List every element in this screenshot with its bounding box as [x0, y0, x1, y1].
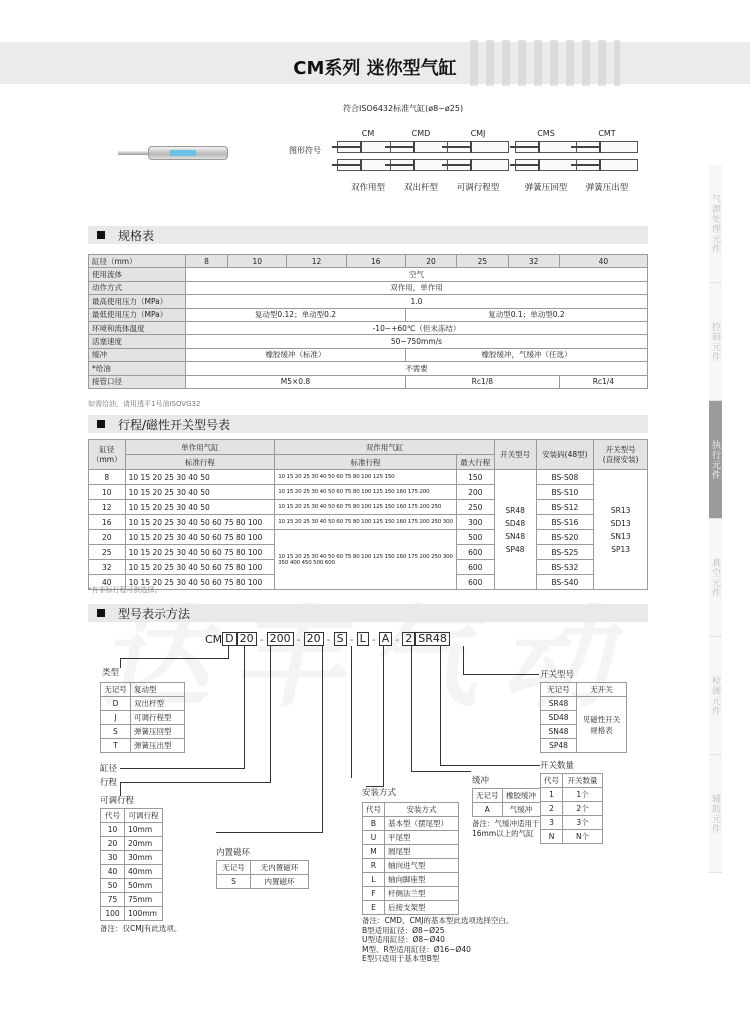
- table-row: 16 10 15 20 25 30 40 50 60 75 80 100 10 15 20 25 30 40 50 60 75 80 100 125 150 160 175 200 250 300 300 BS-S16: [89, 515, 648, 530]
- table-row: D 双出杆型: [101, 697, 185, 711]
- table-row: 3 3个: [541, 816, 603, 830]
- table-row: 代号 开关数量: [541, 774, 603, 788]
- table-row: S 弹簧压回型: [101, 725, 185, 739]
- cushion-note: 备注：气缓冲适用于 16mm以上的气缸: [472, 819, 540, 838]
- table-row: 50 50mm: [101, 879, 163, 893]
- table-row: 1 1个: [541, 788, 603, 802]
- table-row: M 圆尾型: [363, 845, 459, 859]
- adjustable-stroke-table: [100, 808, 163, 921]
- table-row: F 杆侧法兰型: [363, 887, 459, 901]
- stroke-table: [88, 439, 648, 590]
- side-tab-detection[interactable]: 检测元件: [709, 637, 722, 755]
- table-row: 动作方式 双作用，单作用: [89, 281, 648, 294]
- type-label: 类型: [102, 668, 120, 678]
- side-tab-auxiliary[interactable]: 辅助元件: [709, 755, 722, 873]
- type-table: [100, 682, 185, 753]
- table-row: 代号 可调行程: [101, 809, 163, 823]
- symbol-icon: [447, 141, 509, 153]
- symbol-cm: CM 双作用型: [336, 129, 400, 193]
- table-row: 最高使用压力（MPa） 1.0: [89, 295, 648, 308]
- merged-stroke-line2: 350 400 450 500 600: [278, 559, 335, 566]
- table-row: 无记号 无内置磁环: [217, 861, 309, 875]
- symbol-icon: [576, 141, 638, 153]
- side-tab-air-treatment[interactable]: 气源处理元件: [709, 165, 722, 283]
- table-row: 100 100mm: [101, 907, 163, 921]
- switch-model-table: [540, 682, 627, 753]
- cylinder-product-image: [118, 142, 238, 164]
- table-row: 无记号 无开关: [541, 683, 627, 697]
- symbol-cmd: CMD 双出杆型: [389, 129, 453, 193]
- table-row: SR48 见磁性开关 规格表: [541, 697, 627, 711]
- table-row: 30 30mm: [101, 851, 163, 865]
- model-code: CM D 20 - 200 - 20 - S - L - A - 2 SR48: [205, 632, 450, 646]
- table-row: SN48: [541, 725, 627, 739]
- symbol-cmt: CMT 弹簧压出型: [575, 129, 639, 193]
- mount-table: [362, 802, 459, 915]
- table-row: 75 75mm: [101, 893, 163, 907]
- switch-model-label: 开关型号: [540, 670, 575, 680]
- spec-section-header: 规格表: [88, 226, 648, 244]
- table-row: E 后接支架型: [363, 901, 459, 915]
- table-row: N N个: [541, 830, 603, 844]
- stroke-note: *有非标行程可供选择。: [88, 586, 162, 594]
- table-row: 最低使用压力（MPa） 复动型0.12；单动型0.2 复动型0.1；单动型0.2: [89, 308, 648, 321]
- symbol-cmj: CMJ 可调行程型: [446, 129, 510, 193]
- cushion-label: 缓冲: [472, 776, 490, 786]
- side-tab-control[interactable]: 控制元件: [709, 283, 722, 401]
- table-row: 12 10 15 20 25 30 40 50 10 15 20 25 30 40 50 60 75 80 100 125 150 160 175 200 250 250 BS-S12: [89, 500, 648, 515]
- switch-qty-table: [540, 773, 603, 844]
- table-row: A 气缓冲: [473, 803, 541, 817]
- iso-note: 符合ISO6432标准气缸(ø8~ø25): [343, 104, 464, 113]
- table-row: B 基本型（摆尾型）: [363, 817, 459, 831]
- table-row: L 轴向脚座型: [363, 873, 459, 887]
- stroke-label: 行程: [100, 778, 118, 788]
- magnet-table: [216, 860, 309, 889]
- table-row: 使用流体 空气: [89, 268, 648, 281]
- table-row: 20 10 15 20 25 30 40 50 60 75 80 100 10 15 20 25 30 40 50 60 75 80 100 125 150 160 175 200 250 300 350 400 450 500 600 500 BS-S20: [89, 530, 648, 545]
- table-row: 无记号 复动型: [101, 683, 185, 697]
- table-row: 活塞速度 50~750mm/s: [89, 335, 648, 348]
- table-row: J 可调行程型: [101, 711, 185, 725]
- category-sidebar: [709, 165, 750, 873]
- side-tab-actuator[interactable]: 执行元件: [709, 401, 722, 519]
- table-row: R 轴向进气型: [363, 859, 459, 873]
- symbol-cms: CMS 弹簧压回型: [514, 129, 578, 193]
- cushion-table: [472, 788, 541, 817]
- table-row: 缸径（mm） 8 10 12 16 20 25 32 40: [89, 255, 648, 268]
- spec-note: 如需给油，请用透平1号油ISOVG32: [88, 400, 201, 408]
- adjustable-stroke-note: 备注：仅CMJ有此选项。: [100, 924, 182, 933]
- table-row: 缸径 （mm） 单作用气缸 双作用气缸 开关型号 安装码(48型) 开关型号 (直接安装): [89, 440, 648, 455]
- adjustable-stroke-label: 可调行程: [100, 796, 135, 806]
- model-section-header: 型号表示方法: [88, 604, 648, 622]
- table-row: 40 10 15 20 25 30 40 50 60 75 80 100 600 BS-S40: [89, 575, 648, 590]
- table-row: T 弹簧压出型: [101, 739, 185, 753]
- table-row: 无记号 橡胶缓冲: [473, 789, 541, 803]
- table-row: 40 40mm: [101, 865, 163, 879]
- symbol-icon: [515, 141, 577, 153]
- table-row: 10 10mm: [101, 823, 163, 837]
- table-row: 缓冲 橡胶缓冲（标准） 橡胶缓冲，气缓冲（任选）: [89, 348, 648, 361]
- side-tab-vacuum[interactable]: 真空元件: [709, 519, 722, 637]
- table-row: U 平尾型: [363, 831, 459, 845]
- mount-label: 安装方式: [362, 788, 397, 798]
- mount-note: 备注：CMD、CMJ的基本型此选项选择空白。 B型适用缸径：Ø8~Ø25 U型适用缸径：Ø8~Ø40 M型、R型适用缸径：Ø16~Ø40 E型只适用于基本型B型: [362, 916, 514, 963]
- table-row: 25 10 15 20 25 30 40 50 60 75 80 100 600 BS-S25: [89, 545, 648, 560]
- table-row: 标准行程 标准行程 最大行程: [89, 455, 648, 470]
- symbol-icon: [447, 159, 509, 171]
- table-row: 接管口径 M5×0.8 Rc1/8 Rc1/4: [89, 375, 648, 388]
- table-row: SP48: [541, 739, 627, 753]
- symbol-icon: [576, 159, 638, 171]
- table-row: 10 10 15 20 25 30 40 50 10 15 20 25 30 40 50 60 75 80 100 125 150 160 175 200 200 BS-S10: [89, 485, 648, 500]
- table-row: *给油 不需要: [89, 362, 648, 375]
- bore-label: 缸径: [100, 764, 118, 774]
- table-row: 代号 安装方式: [363, 803, 459, 817]
- table-row: 32 10 15 20 25 30 40 50 60 75 80 100 600 BS-S32: [89, 560, 648, 575]
- table-row: 8 10 15 20 25 30 40 50 10 15 20 25 30 40 50 60 75 80 100 125 150 150 SR48 SD48 SN48 SP48 BS-S08 SR13 SD13 SN13 SP13: [89, 470, 648, 485]
- symbol-label: 图形符号: [289, 146, 321, 155]
- table-row: 20 20mm: [101, 837, 163, 851]
- table-row: 环境和流体温度 -10~+60℃（但未冻结）: [89, 321, 648, 334]
- spec-table: [88, 254, 648, 389]
- magnet-label: 内置磁环: [216, 848, 251, 858]
- stroke-section-header: 行程/磁性开关型号表: [88, 415, 648, 433]
- table-row: SD48: [541, 711, 627, 725]
- table-row: S 内置磁环: [217, 875, 309, 889]
- symbol-icon: [515, 159, 577, 171]
- table-row: 2 2个: [541, 802, 603, 816]
- merged-stroke-line1: 10 15 20 25 30 40 50 60 75 80 100 125 150 160 175 200 250 300: [278, 553, 453, 560]
- switch-qty-label: 开关数量: [540, 761, 575, 771]
- page-title: CM系列 迷你型气缸: [293, 58, 457, 79]
